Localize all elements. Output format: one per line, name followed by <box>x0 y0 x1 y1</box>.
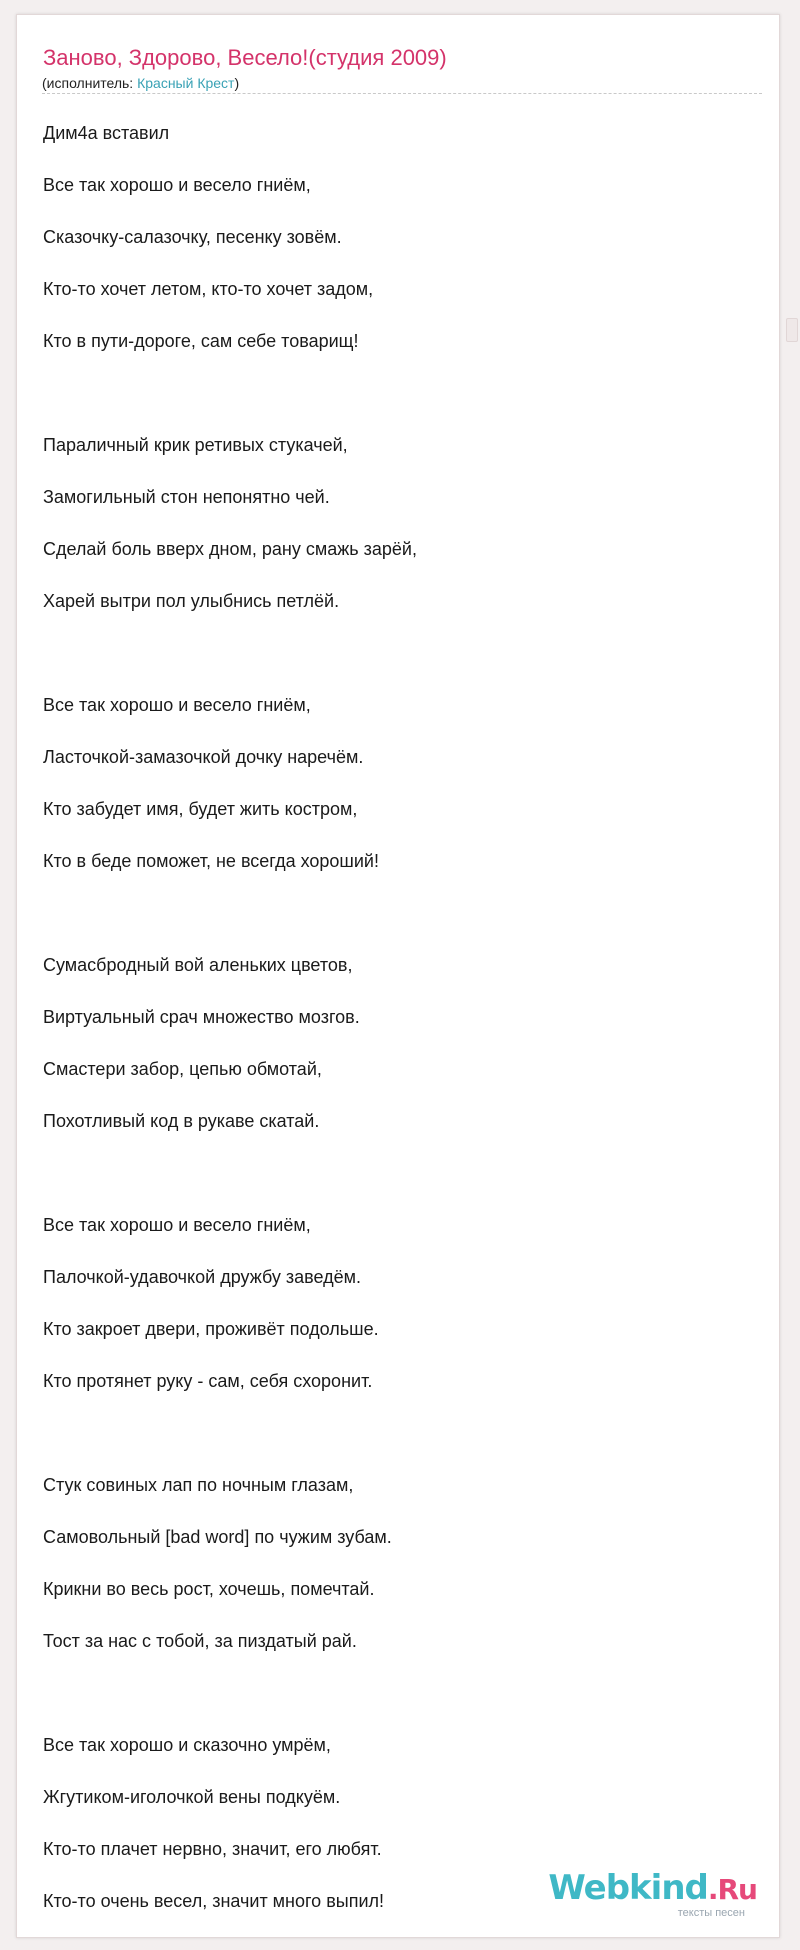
lyric-line: Все так хорошо и весело гниём, <box>43 1215 311 1235</box>
blank-line <box>43 1667 763 1719</box>
lyric-line: Дим4а вставил <box>43 123 170 143</box>
scroll-marker[interactable] <box>786 318 798 342</box>
blank-line <box>43 367 763 419</box>
blank-line <box>43 627 763 679</box>
lyric-line: Все так хорошо и весело гниём, <box>43 175 311 195</box>
blank-line <box>43 1407 763 1459</box>
logo-domain: .Ru <box>707 1873 757 1906</box>
performer-link[interactable]: Красный Крест <box>137 75 235 91</box>
lyric-line: Смастери забор, цепью обмотай, <box>43 1059 322 1079</box>
lyrics-body <box>43 107 763 1927</box>
lyric-line: Замогильный стон непонятно чей. <box>43 487 330 507</box>
dashed-divider <box>42 93 762 94</box>
lyric-line: Палочкой-удавочкой дружбу заведём. <box>43 1267 361 1287</box>
lyric-line: Харей вытри пол улыбнись петлёй. <box>43 591 340 611</box>
lyric-line: Кто в пути-дороге, сам себе товарищ! <box>43 331 359 351</box>
logo-tagline: тексты песен <box>677 1907 745 1919</box>
lyric-line: Кто-то очень весел, значит много выпил! <box>43 1891 384 1911</box>
lyric-line: Сделай боль вверх дном, рану смажь зарёй, <box>43 539 417 559</box>
lyric-line: Все так хорошо и весело гниём, <box>43 695 311 715</box>
performer-suffix: ) <box>234 75 240 91</box>
lyric-line: Сказочку-салазочку, песенку зовём. <box>43 227 342 247</box>
lyric-line: Стук совиных лап по ночным глазам, <box>43 1475 354 1495</box>
blank-line <box>43 887 763 939</box>
performer-prefix: (исполнитель: <box>42 75 138 91</box>
lyric-line: Тост за нас с тобой, за пиздатый рай. <box>43 1631 357 1651</box>
lyric-line: Кто-то плачет нервно, значит, его любят. <box>43 1839 382 1859</box>
site-logo[interactable] <box>548 1868 757 1919</box>
lyrics-card <box>16 14 780 1938</box>
lyric-line: Кто закроет двери, проживёт подольше. <box>43 1319 379 1339</box>
lyric-line: Виртуальный срач множество мозгов. <box>43 1007 360 1027</box>
lyric-line: Похотливый код в рукаве скатай. <box>43 1111 320 1131</box>
lyric-line: Параличный крик ретивых стукачей, <box>43 435 348 455</box>
lyric-line: Кто забудет имя, будет жить костром, <box>43 799 358 819</box>
performer-line <box>42 75 239 91</box>
lyric-line: Кто в беде поможет, не всегда хороший! <box>43 851 379 871</box>
lyric-line: Сумасбродный вой аленьких цветов, <box>43 955 353 975</box>
lyric-line: Все так хорошо и сказочно умрём, <box>43 1735 331 1755</box>
lyric-line: Кто-то хочет летом, кто-то хочет задом, <box>43 279 374 299</box>
lyric-line: Жгутиком-иголочкой вены подкуём. <box>43 1787 341 1807</box>
lyric-line: Кто протянет руку - сам, себя схоронит. <box>43 1371 373 1391</box>
lyric-line: Крикни во весь рост, хочешь, помечтай. <box>43 1579 375 1599</box>
song-title: Заново, Здорово, Весело!(студия 2009) <box>43 45 447 70</box>
logo-wordmark <box>548 1868 757 1908</box>
logo-name: Webkind <box>548 1868 708 1908</box>
lyric-line: Ласточкой-замазочкой дочку наречём. <box>43 747 364 767</box>
blank-line <box>43 1147 763 1199</box>
lyric-line: Самовольный [bad word] по чужим зубам. <box>43 1527 392 1547</box>
